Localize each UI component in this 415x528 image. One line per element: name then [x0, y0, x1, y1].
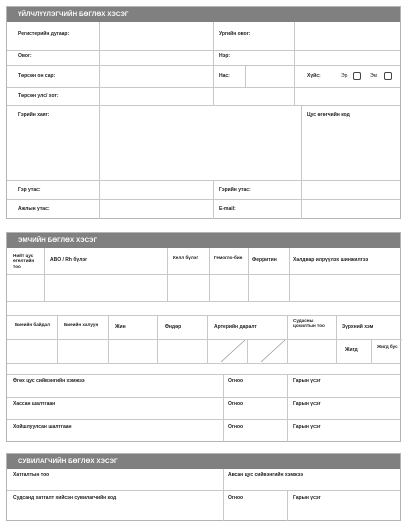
body-temp-label: Биеийн халуун — [64, 322, 99, 327]
body-state-label: Биеийн байдал — [15, 322, 50, 327]
nationality-label: Төрсөн улс/ хот: — [18, 93, 59, 99]
diagnosis-label: Халдвар илрүүлэх шинжилгээ — [293, 257, 369, 263]
age-label: Нас: — [219, 73, 230, 79]
signature1-label: Гарын үсэг — [293, 378, 321, 384]
work-phone-label: Ажлын утас: — [18, 206, 50, 212]
total-donations-label: Нийт цус өгөлтийн тоо — [13, 253, 35, 269]
deferral-label: Хойшлуулсан шалтгаан — [13, 424, 72, 430]
bp-diastolic-slash — [247, 339, 287, 363]
address-label: Гэрийн хаяг: — [18, 112, 50, 118]
hemoglobin-label: Гемогло-бин — [214, 255, 243, 260]
ferritin-label: Ферритин — [252, 257, 277, 263]
bp-systolic-slash — [207, 339, 247, 363]
date3-label: Огноо — [228, 424, 244, 430]
doctor-section — [6, 232, 401, 442]
male-label: Эр — [341, 73, 348, 79]
height-label: Өндөр — [165, 324, 182, 330]
nurse-section-title: СУВИЛАГЧИЙН БӨГЛӨХ ХЭСЭГ — [18, 458, 118, 465]
irregular-label: Жигд бус — [377, 344, 398, 349]
blood-code-label: Цус өгөгчийн код — [307, 112, 350, 118]
family-phone-label: Гэрийн утас: — [219, 187, 251, 193]
client-section-header — [7, 7, 400, 22]
nurse-signature-label: Гарын үсэг — [293, 495, 321, 501]
female-label: Эм — [370, 73, 377, 79]
doctor-section-title: ЭМЧИЙН БӨГЛӨХ ХЭСЭГ — [18, 237, 98, 244]
signature2-label: Гарын үсэг — [293, 401, 321, 407]
client-section-title: ҮЙЛЧЛҮҮЛЭГЧИЙН БӨГЛӨХ ХЭСЭГ — [18, 11, 129, 18]
collected-volume-label: Өгөх цус сийвэнгийн хэмжээ — [13, 378, 85, 384]
surname-label: Овог: — [18, 53, 32, 59]
gender-label: Хүйс: — [307, 73, 321, 79]
nurse-section-header — [7, 454, 400, 469]
family-name-label: Ургийн овог: — [219, 31, 251, 37]
nurse-section — [6, 453, 401, 521]
reg-number-label: Регистерийн дугаар: — [18, 31, 70, 37]
regular-label: Жигд — [345, 347, 358, 353]
blood-pressure-label: Артерийн даралт — [214, 324, 257, 330]
pulse-label: Судасны цохилтын тоо — [293, 318, 325, 329]
email-label: E-mail: — [219, 206, 236, 212]
date1-label: Огноо — [228, 378, 244, 384]
taken-volume-label: Авсан цус сийвэнгийн хэмжээ — [228, 472, 304, 478]
abo-rh-label: ABO / Rh бүлэг — [50, 257, 88, 263]
birth-date-label: Төрсөн он сар: — [18, 73, 56, 79]
donation-count-label: Хатгалтын тоо — [13, 472, 50, 478]
vein-state-label: Зүрхний хэм — [342, 324, 374, 330]
nurse-name-label: Судсанд хатгалт хийсэн сувилагчийн код — [13, 495, 117, 501]
doctor-section-header — [7, 233, 400, 248]
date2-label: Огноо — [228, 401, 244, 407]
female-checkbox[interactable] — [384, 72, 392, 80]
name-label: Нэр: — [219, 53, 231, 59]
client-section — [6, 6, 401, 219]
nurse-date-label: Огноо — [228, 495, 244, 501]
rejection-label: Хассан шалтгаан — [13, 401, 56, 407]
male-checkbox[interactable] — [353, 72, 361, 80]
hemo-group-label: Келл бүлэг — [173, 255, 199, 260]
home-phone-label: Гэр утас: — [18, 187, 41, 193]
signature3-label: Гарын үсэг — [293, 424, 321, 430]
weight-label: Жин — [115, 324, 126, 330]
